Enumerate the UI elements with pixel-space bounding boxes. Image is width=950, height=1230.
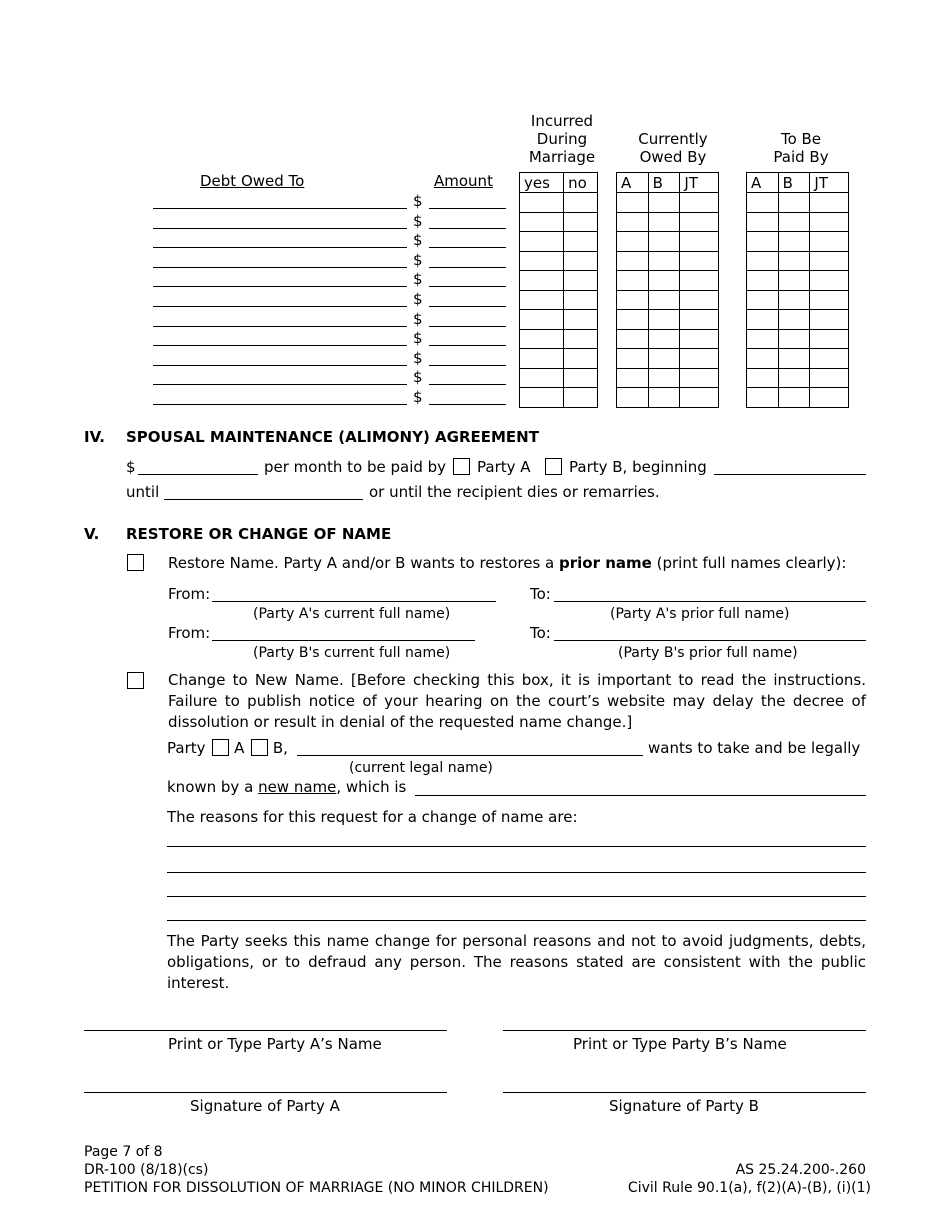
grid-cell[interactable] — [520, 349, 564, 369]
grid-cell[interactable] — [520, 329, 564, 349]
dollar-sign: $ — [413, 368, 423, 387]
dollar-sign: $ — [413, 211, 423, 230]
grid-cell[interactable] — [778, 368, 810, 388]
debt-amount-field[interactable] — [429, 404, 506, 405]
grid-row — [520, 290, 598, 310]
signature-b-caption: Signature of Party B — [609, 1097, 759, 1115]
grid-cell[interactable] — [617, 271, 649, 291]
section-iv-title: SPOUSAL MAINTENANCE (ALIMONY) AGREEMENT — [126, 428, 539, 446]
grid-cell[interactable] — [617, 251, 649, 271]
grid-cell[interactable] — [520, 310, 564, 330]
signature-b-field[interactable] — [503, 1092, 866, 1093]
grid-cell[interactable] — [648, 368, 680, 388]
owed-col-jt: JT — [680, 173, 719, 193]
grid-cell[interactable] — [617, 368, 649, 388]
grid-cell[interactable] — [564, 271, 598, 291]
new-name-field[interactable] — [415, 795, 866, 796]
grid-cell[interactable] — [778, 290, 810, 310]
debt-amount-field[interactable] — [429, 365, 506, 366]
grid-cell[interactable] — [778, 329, 810, 349]
grid-cell[interactable] — [747, 388, 779, 408]
grid-cell[interactable] — [648, 193, 680, 213]
grid-cell[interactable] — [617, 193, 649, 213]
debt-amount-field[interactable] — [429, 345, 506, 346]
grid-cell[interactable] — [747, 232, 779, 252]
grid-row — [617, 212, 719, 232]
grid-cell[interactable] — [648, 388, 680, 408]
grid-row — [617, 232, 719, 252]
debt-amount-field[interactable] — [429, 384, 506, 385]
party-b-current-name-field[interactable] — [212, 640, 475, 641]
grid-cell[interactable] — [520, 290, 564, 310]
paid-col-b: B — [778, 173, 810, 193]
debt-owed-to-field[interactable] — [153, 286, 407, 287]
incurred-header-line1: Incurred — [530, 112, 594, 130]
section-v-number: V. — [84, 525, 100, 543]
dollar-sign: $ — [413, 388, 423, 406]
dollar-sign: $ — [413, 329, 423, 348]
paid-by-grid — [746, 172, 849, 408]
grid-row — [617, 290, 719, 310]
grid-cell[interactable] — [680, 368, 719, 388]
grid-row — [747, 193, 849, 213]
grid-row — [617, 368, 719, 388]
grid-cell[interactable] — [564, 349, 598, 369]
grid-cell[interactable] — [778, 349, 810, 369]
grid-cell[interactable] — [810, 310, 849, 330]
footer-form-title: PETITION FOR DISSOLUTION OF MARRIAGE (NO MINOR CHILDREN) — [84, 1180, 549, 1196]
seeks-text: The Party seeks this name change for personal reasons and not to avoid judgments, debts, obligations, or to defraud any person. The reasons stated are consistent with the public interest. — [167, 932, 866, 992]
known-by-text — [167, 778, 406, 796]
grid-row — [617, 349, 719, 369]
grid-cell[interactable] — [617, 329, 649, 349]
grid-cell[interactable] — [810, 232, 849, 252]
debt-owed-to-header: Debt Owed To — [200, 172, 305, 190]
known-new-name: new name — [258, 778, 337, 796]
tobepaid-header-line2: Paid By — [773, 148, 829, 166]
grid-cell[interactable] — [778, 251, 810, 271]
grid-row — [747, 329, 849, 349]
dollar-sign: $ — [413, 309, 423, 328]
grid-cell[interactable] — [564, 368, 598, 388]
section-iv-number: IV. — [84, 428, 105, 446]
grid-cell[interactable] — [617, 388, 649, 408]
owed-col-a: A — [617, 173, 649, 193]
currently-owed-header — [620, 130, 726, 166]
debt-owed-to-field[interactable] — [153, 365, 407, 366]
debt-amount-field[interactable] — [429, 247, 506, 248]
grid-cell[interactable] — [747, 310, 779, 330]
grid-row — [747, 310, 849, 330]
grid-cell[interactable] — [778, 388, 810, 408]
grid-row — [747, 232, 849, 252]
grid-cell[interactable] — [648, 310, 680, 330]
grid-cell[interactable] — [747, 368, 779, 388]
grid-row — [520, 388, 598, 408]
grid-row — [617, 310, 719, 330]
grid-cell[interactable] — [617, 310, 649, 330]
party-a-label: Party A — [477, 458, 531, 476]
grid-cell[interactable] — [520, 368, 564, 388]
grid-cell[interactable] — [778, 212, 810, 232]
to-b-label: To: — [530, 624, 551, 642]
incurred-grid — [519, 172, 598, 408]
grid-cell[interactable] — [810, 212, 849, 232]
party-a-current-name-field[interactable] — [212, 601, 496, 602]
grid-cell[interactable] — [680, 193, 719, 213]
party-a-current-caption: (Party A's current full name) — [253, 606, 451, 622]
current-legal-caption: (current legal name) — [349, 760, 493, 776]
debt-owed-to-field[interactable] — [153, 228, 407, 229]
debt-owed-to-field[interactable] — [153, 247, 407, 248]
debt-amount-field[interactable] — [429, 286, 506, 287]
debt-owed-to-field[interactable] — [153, 306, 407, 307]
grid-cell[interactable] — [747, 349, 779, 369]
debt-owed-to-field[interactable] — [153, 208, 407, 209]
grid-cell[interactable] — [778, 193, 810, 213]
grid-cell[interactable] — [564, 232, 598, 252]
debt-owed-to-field[interactable] — [153, 384, 407, 385]
dollar-sign: $ — [413, 250, 423, 269]
restore-text-bold: prior name — [559, 554, 652, 572]
grid-cell[interactable] — [810, 329, 849, 349]
grid-cell[interactable] — [810, 193, 849, 213]
grid-cell[interactable] — [648, 349, 680, 369]
from-b-label: From: — [168, 624, 211, 642]
grid-cell[interactable] — [778, 232, 810, 252]
grid-cell[interactable] — [680, 290, 719, 310]
debt-owed-to-field[interactable] — [153, 267, 407, 268]
currently-header-line2: Owed By — [639, 148, 707, 166]
until-rest-text: or until the recipient dies or remarries. — [369, 483, 660, 501]
known-post: , which is — [336, 778, 407, 796]
grid-cell[interactable] — [778, 310, 810, 330]
per-month-text: per month to be paid by — [264, 458, 447, 476]
reason-line-2[interactable] — [167, 872, 866, 873]
grid-row — [617, 271, 719, 291]
col-no: no — [564, 173, 598, 193]
grid-cell[interactable] — [810, 368, 849, 388]
grid-cell[interactable] — [648, 329, 680, 349]
grid-row — [520, 349, 598, 369]
debt-amount-field[interactable] — [429, 326, 506, 327]
debt-amount-field[interactable] — [429, 208, 506, 209]
alimony-amount-field[interactable] — [138, 474, 258, 475]
grid-cell[interactable] — [564, 193, 598, 213]
grid-cell[interactable] — [617, 212, 649, 232]
debt-amount-field[interactable] — [429, 228, 506, 229]
grid-cell[interactable] — [520, 271, 564, 291]
grid-cell[interactable] — [520, 193, 564, 213]
grid-cell[interactable] — [680, 232, 719, 252]
incurred-header-line3: Marriage — [528, 148, 596, 166]
party-b-checkbox[interactable] — [545, 458, 562, 475]
grid-cell[interactable] — [564, 310, 598, 330]
new-name-b-label: B, — [272, 739, 288, 757]
dollar-sign: $ — [413, 270, 423, 289]
grid-cell[interactable] — [810, 251, 849, 271]
tobepaid-header-line1: To Be — [780, 130, 822, 148]
grid-cell[interactable] — [564, 329, 598, 349]
party-a-checkbox[interactable] — [453, 458, 470, 475]
grid-cell[interactable] — [520, 388, 564, 408]
party-b-current-caption: (Party B's current full name) — [253, 645, 451, 661]
grid-cell[interactable] — [564, 212, 598, 232]
grid-row — [747, 251, 849, 271]
grid-row — [520, 193, 598, 213]
footer-statute: AS 25.24.200-.260 — [735, 1162, 866, 1178]
party-b-prior-caption: (Party B's prior full name) — [618, 645, 798, 661]
grid-cell[interactable] — [747, 329, 779, 349]
grid-row — [520, 212, 598, 232]
debt-amount-field[interactable] — [429, 306, 506, 307]
grid-row — [617, 388, 719, 408]
grid-row — [747, 349, 849, 369]
grid-cell[interactable] — [564, 290, 598, 310]
grid-cell[interactable] — [648, 251, 680, 271]
grid-cell[interactable] — [520, 232, 564, 252]
until-date-field[interactable] — [164, 499, 363, 500]
incurred-header-line2: During — [536, 130, 588, 148]
grid-cell[interactable] — [680, 388, 719, 408]
grid-cell[interactable] — [810, 271, 849, 291]
party-select-row — [167, 739, 288, 757]
beginning-date-field[interactable] — [714, 474, 866, 475]
grid-cell[interactable] — [747, 193, 779, 213]
grid-row — [520, 368, 598, 388]
grid-cell[interactable] — [680, 349, 719, 369]
incurred-header — [520, 112, 604, 166]
section-v-title: RESTORE OR CHANGE OF NAME — [126, 525, 392, 543]
grid-cell[interactable] — [778, 271, 810, 291]
paid-col-a: A — [747, 173, 779, 193]
restore-text-post: (print full names clearly): — [656, 554, 847, 572]
wants-text: wants to take and be legally — [648, 739, 861, 757]
owed-by-grid — [616, 172, 719, 408]
reasons-text: The reasons for this request for a change of name are: — [167, 808, 578, 826]
grid-row — [617, 193, 719, 213]
party-b-prior-name-field[interactable] — [554, 640, 866, 641]
alimony-dollar: $ — [126, 458, 136, 476]
grid-cell[interactable] — [617, 232, 649, 252]
debt-amount-field[interactable] — [429, 267, 506, 268]
grid-cell[interactable] — [747, 251, 779, 271]
paid-col-jt: JT — [810, 173, 849, 193]
grid-cell[interactable] — [680, 329, 719, 349]
debt-owed-to-field[interactable] — [153, 326, 407, 327]
debt-owed-to-field[interactable] — [153, 404, 407, 405]
grid-row — [747, 388, 849, 408]
signature-a-caption: Signature of Party A — [190, 1097, 340, 1115]
dollar-sign: $ — [413, 231, 423, 250]
party-a-prior-caption: (Party A's prior full name) — [610, 606, 790, 622]
grid-row — [747, 271, 849, 291]
footer-rule: Civil Rule 90.1(a), f(2)(A)-(B), (i)(1) — [627, 1180, 871, 1196]
reason-line-4[interactable] — [167, 920, 866, 921]
grid-row — [747, 212, 849, 232]
debt-owed-to-field[interactable] — [153, 345, 407, 346]
owed-col-b: B — [648, 173, 680, 193]
grid-row — [747, 368, 849, 388]
new-name-a-label: A — [234, 739, 245, 757]
grid-cell[interactable] — [617, 290, 649, 310]
grid-cell[interactable] — [680, 251, 719, 271]
restore-name-checkbox[interactable] — [127, 554, 144, 571]
dollar-sign: $ — [413, 290, 423, 308]
grid-cell[interactable] — [648, 212, 680, 232]
current-legal-name-field[interactable] — [297, 755, 643, 756]
print-name-b-field[interactable] — [503, 1030, 866, 1031]
grid-row — [520, 251, 598, 271]
from-a-label: From: — [168, 585, 211, 603]
grid-cell[interactable] — [617, 349, 649, 369]
grid-cell[interactable] — [680, 271, 719, 291]
grid-row — [520, 232, 598, 252]
grid-cell[interactable] — [747, 290, 779, 310]
grid-cell[interactable] — [648, 290, 680, 310]
col-yes: yes — [520, 173, 564, 193]
grid-cell[interactable] — [810, 388, 849, 408]
grid-cell[interactable] — [520, 212, 564, 232]
reason-line-3[interactable] — [167, 896, 866, 897]
grid-cell[interactable] — [810, 290, 849, 310]
print-name-a-caption: Print or Type Party A’s Name — [168, 1035, 382, 1053]
currently-header-line1: Currently — [638, 130, 708, 148]
footer-page: Page 7 of 8 — [84, 1144, 163, 1160]
to-a-label: To: — [530, 585, 551, 603]
grid-row — [617, 329, 719, 349]
grid-cell[interactable] — [564, 388, 598, 408]
grid-cell[interactable] — [747, 271, 779, 291]
party-a-prior-name-field[interactable] — [554, 601, 866, 602]
grid-cell[interactable] — [564, 251, 598, 271]
grid-cell[interactable] — [680, 310, 719, 330]
change-name-text: Change to New Name. [Before checking this box, it is important to read the instructions. Failure to publish notice of your hearing on the court’s website may delay the decree of dissolution or result in denial of the requested name change.] — [168, 671, 866, 731]
grid-row — [520, 310, 598, 330]
new-name-party-b-checkbox[interactable] — [251, 739, 268, 756]
grid-cell[interactable] — [648, 232, 680, 252]
grid-cell[interactable] — [747, 212, 779, 232]
known-pre: known by a — [167, 778, 254, 796]
grid-cell[interactable] — [648, 271, 680, 291]
grid-cell[interactable] — [680, 212, 719, 232]
grid-row — [617, 251, 719, 271]
restore-text-pre: Restore Name. Party A and/or B wants to restores a — [168, 554, 555, 572]
dollar-sign: $ — [413, 348, 423, 367]
restore-name-text — [168, 554, 846, 572]
to-be-paid-header — [748, 130, 854, 166]
dollar-sign: $ — [413, 192, 423, 210]
signature-a-field[interactable] — [84, 1092, 447, 1093]
amount-header: Amount — [434, 172, 493, 190]
grid-row — [520, 329, 598, 349]
footer-form-id: DR-100 (8/18)(cs) — [84, 1162, 209, 1178]
until-label: until — [126, 483, 160, 501]
grid-cell[interactable] — [810, 349, 849, 369]
reason-line-1[interactable] — [167, 846, 866, 847]
new-name-party-a-checkbox[interactable] — [212, 739, 229, 756]
grid-row — [520, 271, 598, 291]
change-name-checkbox[interactable] — [127, 672, 144, 689]
grid-row — [747, 290, 849, 310]
party-label: Party — [167, 739, 206, 757]
print-name-b-caption: Print or Type Party B’s Name — [573, 1035, 787, 1053]
grid-cell[interactable] — [520, 251, 564, 271]
print-name-a-field[interactable] — [84, 1030, 447, 1031]
party-b-beginning-label: Party B, beginning — [569, 458, 707, 476]
